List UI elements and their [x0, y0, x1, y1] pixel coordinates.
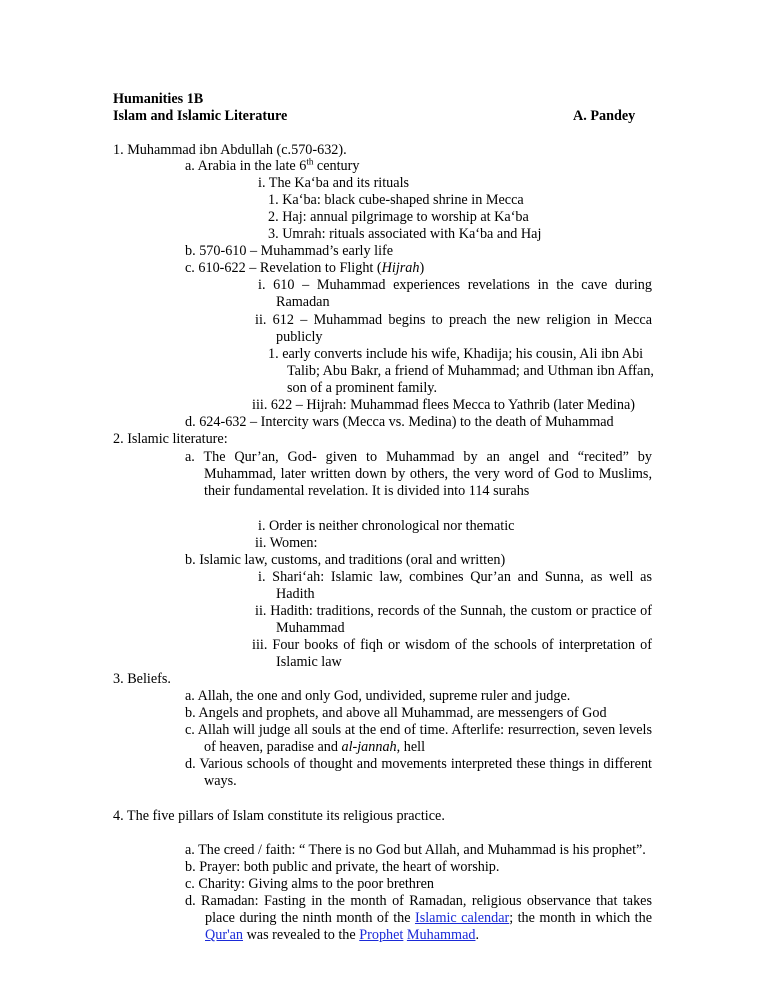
outline-item-continuation: Muhammad [276, 620, 345, 636]
outline-item-continuation: publicly [276, 329, 323, 345]
outline-item: c. Charity: Giving alms to the poor brethren [185, 876, 435, 892]
course-title: Humanities 1B [113, 91, 204, 107]
outline-item-continuation: Muhammad, later written down by others, the very word of God to Muslims, [204, 466, 652, 482]
outline-item: iii. 622 – Hijrah: Muhammad flees Mecca to Yathrib (later Medina) [252, 397, 635, 413]
author-name: A. Pandey [573, 108, 636, 124]
outline-item-continuation: Ramadan [276, 294, 330, 310]
outline-item: b. 570-610 – Muhammad’s early life [185, 243, 394, 259]
outline-item: d. 624-632 – Intercity wars (Mecca vs. Medina) to the death of Muhammad [185, 414, 614, 430]
outline-item-continuation: ways. [204, 773, 237, 789]
outline-item: 1. early converts include his wife, Khadija; his cousin, Ali ibn Abi [268, 346, 644, 362]
outline-item: 3. Umrah: rituals associated with Ka‘ba and Haj [268, 226, 542, 242]
outline-item: b. Islamic law, customs, and traditions (oral and written) [185, 552, 506, 568]
outline-item-continuation: son of a prominent family. [287, 380, 437, 396]
document-subtitle: Islam and Islamic Literature [113, 108, 288, 124]
outline-item: c. 610-622 – Revelation to Flight (Hijrah) [185, 260, 425, 276]
outline-item: 1. Ka‘ba: black cube-shaped shrine in Mecca [268, 192, 524, 208]
outline-item: a. Arabia in the late 6th century [185, 156, 360, 174]
outline-item-continuation: of heaven, paradise and al-jannah, hell [204, 739, 426, 755]
outline-item: iii. Four books of fiqh or wisdom of the schools of interpretation of [252, 637, 652, 653]
outline-item: a. The creed / faith: “ There is no God but Allah, and Muhammad is his prophet”. [185, 842, 646, 858]
outline-item-continuation: Islamic law [276, 654, 342, 670]
outline-item: d. Ramadan: Fasting in the month of Ramadan, religious observance that takes [185, 893, 652, 909]
outline-item: b. Angels and prophets, and above all Muhammad, are messengers of God [185, 705, 607, 721]
muhammad-link[interactable]: Muhammad [406, 927, 476, 943]
outline-item: i. 610 – Muhammad experiences revelations in the cave during [258, 277, 652, 293]
outline-item-continuation: their fundamental revelation. It is divided into 114 surahs [204, 483, 530, 499]
outline-item: d. Various schools of thought and movements interpreted these things in different [185, 756, 652, 772]
outline-item: a. The Qur’an, God- given to Muhammad by an angel and “recited” by [185, 449, 652, 465]
outline-item-continuation: place during the ninth month of the Islamic calendar; the month in which the [205, 910, 652, 926]
prophet-link[interactable]: Prophet [359, 927, 404, 943]
section-3-title: 3. Beliefs. [113, 671, 171, 687]
section-2-title: 2. Islamic literature: [113, 431, 228, 447]
outline-item-continuation: Hadith [276, 586, 315, 602]
section-4-title: 4. The five pillars of Islam constitute its religious practice. [113, 808, 445, 824]
outline-item: i. The Ka‘ba and its rituals [258, 175, 410, 191]
outline-item: ii. Hadith: traditions, records of the Sunnah, the custom or practice of [255, 603, 652, 619]
outline-item: i. Order is neither chronological nor thematic [258, 518, 515, 534]
outline-item: ii. Women: [255, 535, 318, 551]
quran-link[interactable]: Qur'an [205, 927, 244, 943]
outline-item: 2. Haj: annual pilgrimage to worship at Ka‘ba [268, 209, 529, 225]
outline-item: c. Allah will judge all souls at the end of time. Afterlife: resurrection, seven levels [185, 722, 652, 738]
outline-item: a. Allah, the one and only God, undivided, supreme ruler and judge. [185, 688, 571, 704]
outline-item-continuation: Qur'an was revealed to the Prophet Muhammad. [205, 927, 480, 943]
outline-item: ii. 612 – Muhammad begins to preach the new religion in Mecca [255, 312, 652, 328]
outline-item: i. Shari‘ah: Islamic law, combines Qur’an and Sunna, as well as [258, 569, 652, 585]
islamic-calendar-link[interactable]: Islamic calendar [414, 910, 510, 926]
outline-item-continuation: Talib; Abu Bakr, a friend of Muhammad; and Uthman ibn Affan, [287, 363, 654, 379]
section-1-title: 1. Muhammad ibn Abdullah (c.570-632). [113, 142, 347, 158]
outline-item: b. Prayer: both public and private, the heart of worship. [185, 859, 500, 875]
